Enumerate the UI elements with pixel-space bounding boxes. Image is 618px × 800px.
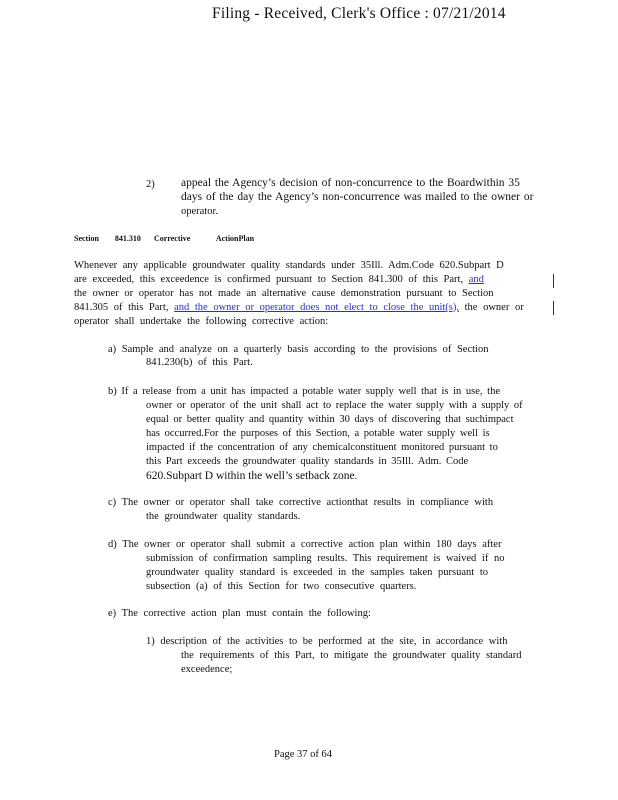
item-e-sub-1-line-1: 1) description of the activities to be performed at the site, in accordance with xyxy=(146,636,508,647)
item-2-line-2: days of the day the Agency’s non-concurrence was mailed to the owner or xyxy=(181,191,534,203)
item-e-line-1: e) The corrective action plan must contain the following: xyxy=(108,608,371,619)
item-c-line-1: c) The owner or operator shall take corrective actionthat results in compliance with xyxy=(108,497,494,508)
item-b-line-3: equal or better quality and quantity within 30 days of discovering that suchimpact xyxy=(146,414,514,425)
item-a-line-2: 841.230(b) of this Part. xyxy=(146,357,253,368)
item-d-line-1: d) The owner or operator shall submit a corrective action plan within 180 days after xyxy=(108,539,502,550)
item-2-line-1: appeal the Agency’s decision of non-concurrence to the Boardwithin 35 xyxy=(181,177,520,189)
item-b-line-4: has occurred.For the purposes of this Section, a potable water supply well is xyxy=(146,428,490,439)
item-d-line-3: groundwater quality standard is exceeded in the samples taken pursuant to xyxy=(146,567,488,578)
item-d-line-2: submission of confirmation sampling results. This requirement is waived if no xyxy=(146,553,505,564)
intro-line-3: the owner or operator has not made an alternative cause demonstration pursuant to Section xyxy=(74,288,494,299)
item-a-line-1: a) Sample and analyze on a quarterly basis according to the provisions of Section xyxy=(108,344,489,355)
change-bar xyxy=(553,301,554,315)
inserted-and: and xyxy=(468,274,484,285)
item-b-line-5: impacted if the concentration of any chemicalconstituent monitored pursuant to xyxy=(146,442,498,453)
item-b-line-1: b) If a release from a unit has impacted a potable water supply well that is in use, the xyxy=(108,386,501,397)
intro-line-1: Whenever any applicable groundwater quality standards under 35Ill. Adm.Code 620.Subpart D xyxy=(74,260,504,271)
intro-line-5: operator shall undertake the following corrective action: xyxy=(74,316,329,327)
section-number: Section 841.310 xyxy=(74,234,141,243)
item-b-line-2: owner or operator of the unit shall act to replace the water supply with a supply of xyxy=(146,400,523,411)
page-number: Page 37 of 64 xyxy=(274,749,333,760)
item-c-line-2: the groundwater quality standards. xyxy=(146,511,301,522)
section-title: Corrective ActionPlan xyxy=(154,234,255,243)
filing-header: Filing - Received, Clerk's Office : 07/21/2014 xyxy=(212,5,506,22)
item-b-line-7: 620.Subpart D within the well’s setback zone. xyxy=(146,470,358,482)
item-2-line-3: operator. xyxy=(181,206,219,217)
inserted-clause: and the owner or operator does not elect to close the unit(s), xyxy=(174,302,460,313)
item-b-line-6: this Part exceeds the groundwater quality standards in 35Ill. Adm. Code xyxy=(146,456,469,467)
intro-line-2: are exceeded, this exceedence is confirmed pursuant to Section 841.300 of this Part, and xyxy=(74,274,484,285)
item-e-sub-1-line-2: the requirements of this Part, to mitigate the groundwater quality standard xyxy=(181,650,522,661)
intro-line-4: 841.305 of this Part, and the owner or operator does not elect to close the unit(s), the owner or xyxy=(74,302,524,313)
item-e-sub-1-line-3: exceedence; xyxy=(181,664,233,675)
item-2-marker: 2) xyxy=(146,179,155,190)
item-d-line-4: subsection (a) of this Section for two consecutive quarters. xyxy=(146,581,417,592)
change-bar xyxy=(553,274,554,288)
